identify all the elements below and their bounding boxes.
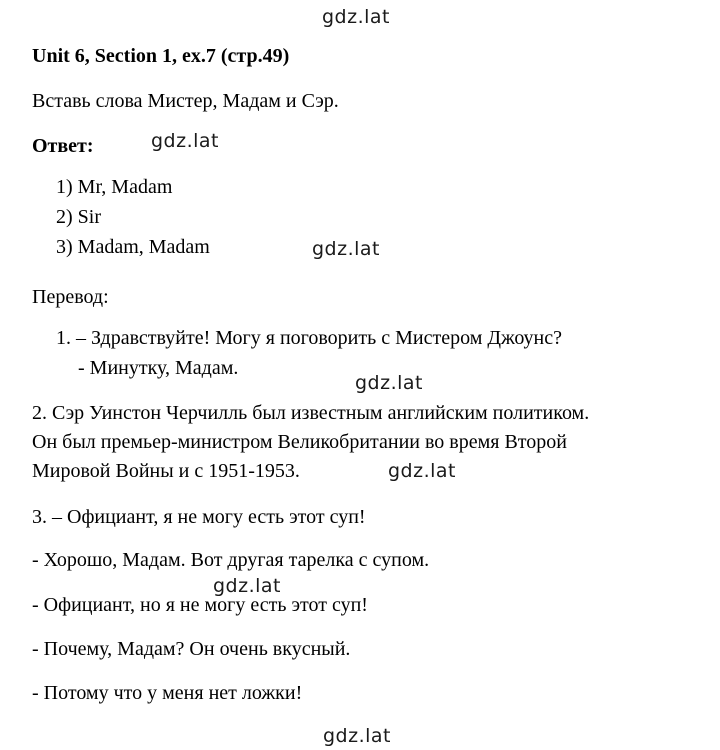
- translation-line: - Почему, Мадам? Он очень вкусный.: [32, 638, 351, 660]
- watermark-text: gdz.lat: [388, 460, 457, 482]
- translation-line: - Хорошо, Мадам. Вот другая тарелка с супом.: [32, 549, 430, 571]
- watermark-text: gdz.lat: [151, 130, 220, 152]
- watermark-text: gdz.lat: [322, 6, 391, 28]
- answer-item: 1) Mr, Madam: [56, 176, 173, 198]
- translation-line: 1. – Здравствуйте! Могу я поговорить с Мистером Джоунс?: [56, 327, 563, 349]
- watermark-text: gdz.lat: [312, 238, 381, 260]
- task-instruction: Вставь слова Мистер, Мадам и Сэр.: [32, 90, 339, 112]
- translation-line: - Минутку, Мадам.: [78, 357, 239, 379]
- translation-line: Он был премьер-министром Великобритании во время Второй: [32, 431, 567, 453]
- answer-item: 2) Sir: [56, 206, 101, 228]
- translation-line: Мировой Войны и с 1951-1953.: [32, 460, 300, 482]
- answer-item: 3) Madam, Madam: [56, 236, 210, 258]
- answer-label: Ответ:: [32, 135, 94, 157]
- translation-line: 3. – Официант, я не могу есть этот суп!: [32, 506, 366, 528]
- watermark-text: gdz.lat: [323, 725, 392, 747]
- watermark-text: gdz.lat: [355, 372, 424, 394]
- translation-line: - Потому что у меня нет ложки!: [32, 682, 303, 704]
- translation-line: 2. Сэр Уинстон Черчилль был известным английским политиком.: [32, 402, 590, 424]
- translation-line: - Официант, но я не могу есть этот суп!: [32, 594, 368, 616]
- exercise-heading: Unit 6, Section 1, ex.7 (стр.49): [32, 45, 290, 67]
- watermark-text: gdz.lat: [213, 575, 282, 597]
- translation-label: Перевод:: [32, 286, 109, 308]
